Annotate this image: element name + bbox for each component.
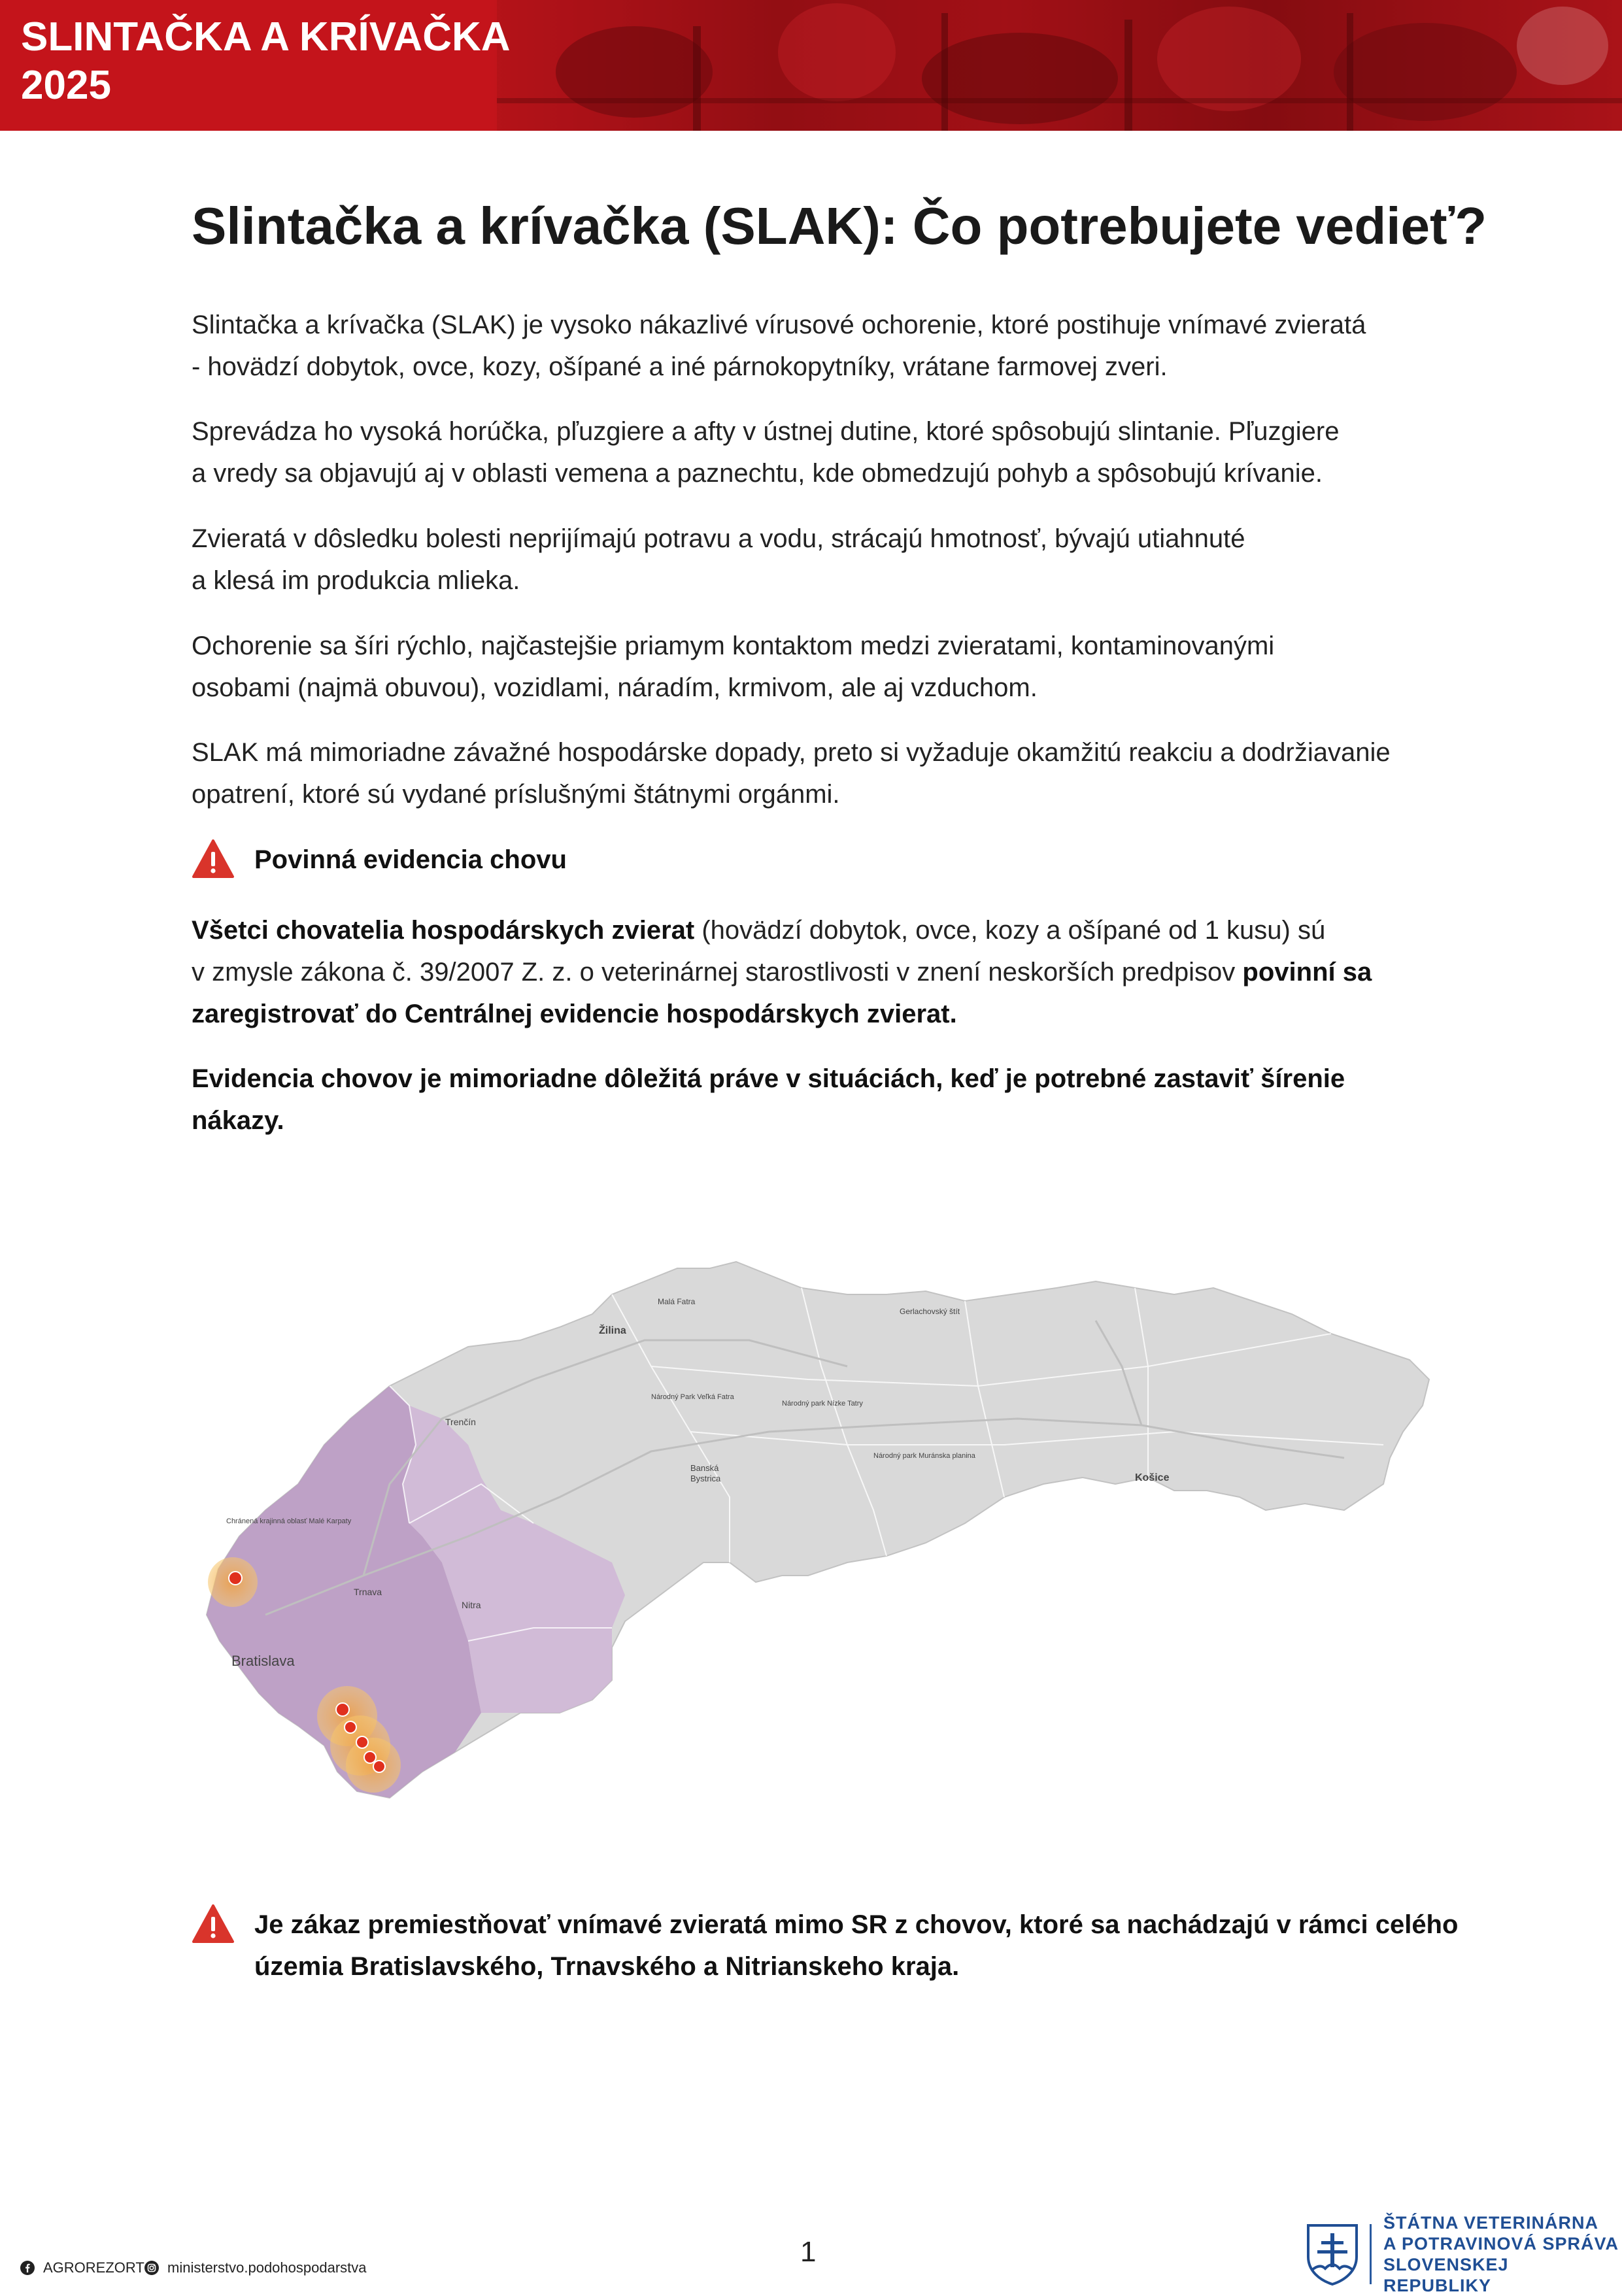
importance-bold: Evidencia chovov je mimoriadne dôležitá práve v situáciách, keď je potrebné zastaviť šírenie nákazy. — [192, 1064, 1345, 1135]
park-mala-fatra: Malá Fatra — [658, 1297, 696, 1306]
city-bystrica: Bystrica — [690, 1474, 721, 1483]
movement-ban-line-1: Je zákaz premiestňovať vnímavé zvieratá mimo SR z chovov, ktoré sa nachádzajú v rámci celého — [254, 1910, 1459, 1939]
facebook-icon — [20, 2260, 35, 2276]
city-banska: Banská — [690, 1463, 719, 1473]
breeders-bold: Všetci chovatelia hospodárskych zvierat — [192, 916, 695, 945]
instagram-icon — [144, 2260, 160, 2276]
registration-line-1 — [192, 909, 1427, 951]
city-zilina: Žilina — [599, 1325, 626, 1336]
organization-name — [1383, 2212, 1622, 2296]
banner-title-line1: SLINTAČKA A KRÍVAČKA — [21, 14, 511, 59]
banner-title-line2: 2025 — [21, 63, 111, 108]
registration-paragraph — [192, 909, 1427, 1035]
header-banner — [0, 0, 1622, 131]
banner-title — [21, 13, 511, 110]
peak-gerlachovsky: Gerlachovský štít — [900, 1307, 960, 1316]
intro-line-2: - hovädzí dobytok, ovce, kozy, ošípané a iné párnokopytníky, vrátane farmovej zveri. — [192, 352, 1168, 381]
intro-paragraph — [192, 304, 1427, 388]
registration-line-2 — [192, 951, 1427, 993]
instagram-handle: ministerstvo.podohospodarstva — [167, 2259, 367, 2276]
facebook-handle: AGROREZORT — [43, 2259, 144, 2276]
page-title: Slintačka a krívačka (SLAK): Čo potrebujete vedieť? — [192, 197, 1487, 255]
park-velka-fatra: Národný Park Veľká Fatra — [651, 1393, 734, 1401]
intro-line-1: Slintačka a krívačka (SLAK) je vysoko nákazlivé vírusové ochorenie, ktoré postihuje vnímavé zvieratá — [192, 311, 1366, 339]
impact-paragraph — [192, 732, 1427, 815]
central-register-bold: zaregistrovať do Centrálnej evidencie hospodárskych zvierat. — [192, 1000, 957, 1028]
registration-line-3 — [192, 993, 1427, 1035]
org-line-3: SLOVENSKEJ REPUBLIKY — [1383, 2255, 1509, 2295]
movement-ban-warning — [192, 1904, 1458, 1987]
movement-ban-line-2: územia Bratislavského, Trnavského a Nitrianskeho kraja. — [254, 1952, 960, 1981]
facebook-link[interactable] — [20, 2259, 144, 2276]
symptoms-line-1: Sprevádza ho vysoká horúčka, pľuzgiere a afty v ústnej dutine, ktoré spôsobujú slintanie. Pľuzgiere — [192, 417, 1340, 446]
city-nitra: Nitra — [462, 1600, 481, 1610]
warning-icon — [192, 839, 235, 879]
species-text: (hovädzí dobytok, ovce, kozy a ošípané od 1 kusu) sú — [694, 916, 1326, 945]
impact-line-1: SLAK má mimoriadne závažné hospodárske dopady, preto si vyžaduje okamžitú reakciu a dodržiavanie — [192, 738, 1391, 767]
park-mala-karpaty: Chránená krajinná oblasť Malé Karpaty — [226, 1517, 352, 1525]
coat-of-arms-icon — [1304, 2223, 1360, 2286]
org-line-2: A POTRAVINOVÁ SPRÁVA — [1383, 2234, 1619, 2254]
park-nizke-tatry: Národný park Nízke Tatry — [782, 1400, 863, 1408]
movement-ban-text — [254, 1904, 1458, 1987]
org-line-1: ŠTÁTNA VETERINÁRNA — [1383, 2213, 1598, 2233]
spread-paragraph — [192, 625, 1427, 709]
city-kosice: Košice — [1135, 1472, 1170, 1483]
importance-paragraph — [192, 1058, 1427, 1141]
city-trnava: Trnava — [354, 1587, 382, 1597]
organization-logo — [1304, 2212, 1622, 2296]
spread-line-1: Ochorenie sa šíri rýchlo, najčastejšie priamym kontaktom medzi zvieratami, kontaminovanými — [192, 632, 1275, 660]
city-bratislava: Bratislava — [231, 1653, 295, 1669]
registration-warning-title: Povinná evidencia chovu — [254, 845, 567, 874]
cattle-photo-image — [497, 0, 1622, 131]
park-muranska: Národný park Muránska planina — [873, 1452, 975, 1460]
effects-line-2: a klesá im produkcia mlieka. — [192, 566, 520, 595]
effects-paragraph — [192, 518, 1427, 601]
impact-line-2: opatrení, ktoré sú vydané príslušnými štátnymi orgánmi. — [192, 780, 840, 809]
logo-divider — [1370, 2224, 1372, 2284]
slovakia-map — [194, 1170, 1436, 1811]
obligation-bold: povinní sa — [1242, 958, 1372, 987]
page-number: 1 — [800, 2236, 817, 2268]
law-text: v zmysle zákona č. 39/2007 Z. z. o veterinárnej starostlivosti v znení neskorších predpisov — [192, 958, 1243, 987]
instagram-link[interactable] — [144, 2259, 367, 2276]
symptoms-line-2: a vredy sa objavujú aj v oblasti vemena a paznechtu, kde obmedzujú pohyb a spôsobujú krívanie. — [192, 459, 1323, 488]
effects-line-1: Zvieratá v dôsledku bolesti neprijímajú potravu a vodu, strácajú hmotnosť, bývajú utiahnuté — [192, 524, 1245, 553]
city-trencin: Trenčín — [445, 1417, 476, 1427]
symptoms-paragraph — [192, 411, 1427, 494]
registration-warning — [192, 839, 567, 881]
warning-icon — [192, 1904, 235, 1944]
spread-line-2: osobami (najmä obuvou), vozidlami, náradím, krmivom, ale aj vzduchom. — [192, 673, 1038, 702]
